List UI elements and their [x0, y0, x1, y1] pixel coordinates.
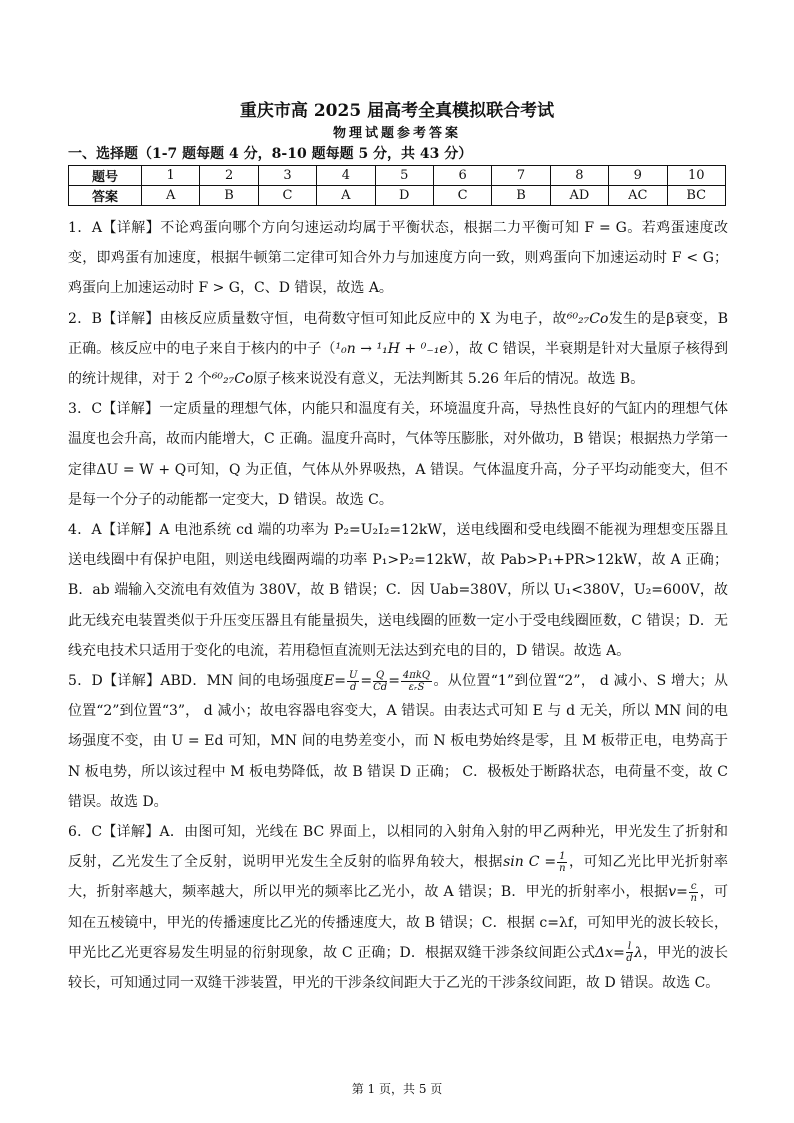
denominator: n: [690, 892, 697, 904]
denominator: d: [626, 953, 633, 965]
section-heading: 一、选择题（1-7 题每题 4 分，8-10 题每题 5 分，共 43 分）: [68, 146, 473, 162]
fraction: [626, 941, 633, 964]
table-cell: 9: [609, 166, 667, 186]
table-cell: 10: [667, 166, 725, 186]
denominator: Cd: [373, 681, 388, 693]
fraction: [557, 851, 567, 874]
text: ，甲光的波长较长，可知通过同一双缝干涉装置，甲光的干涉条纹间距大于乙光的干涉条纹间距，故 D 错误。故选 C。: [68, 944, 728, 992]
table-cell: A: [142, 186, 200, 206]
fraction: [689, 881, 699, 904]
table-row: [69, 166, 726, 186]
fraction: [347, 670, 359, 693]
table-cell: 7: [492, 166, 550, 186]
table-cell: AC: [609, 186, 667, 206]
table-cell: 4: [317, 166, 375, 186]
table-cell: B: [492, 186, 550, 206]
page-footer: 第 1 页，共 5 页: [351, 1082, 443, 1096]
formula-dx: Δx=: [595, 944, 625, 961]
denominator: d: [349, 681, 357, 693]
table-cell: 2: [200, 166, 258, 186]
numerator: Q: [373, 670, 387, 682]
table-cell: 3: [258, 166, 316, 186]
formula-v: v=: [668, 884, 688, 901]
table-cell: 5: [375, 166, 433, 186]
numerator: U: [348, 669, 358, 681]
table-header-cell: 题号: [69, 166, 142, 186]
denominator: n: [559, 862, 566, 874]
explanation-q4: 4．A【详解】A 电池系统 cd 端的功率为 P₂=U₂I₂=12kW，送电线圈和受电线圈不能视为理想变压器且送电线圈中有保护电阻，则送电线圈两端的功率 P₁>P₂=12kW，故 Pab>P₁+PR>12kW，故 A 正确；B．ab 端输入交流电有效值为 380V，故 B 错误；C．因 Uab=380V，所以 U₁<380V，U₂=600V，故此无线充电装置类似于升压变压器且有能量损失，送电线圈的匝数一定小于受电线圈匝数，C 错误；D．无线充电技术只适用于变化的电流，若用稳恒直流则无法达到充电的目的，D 错误。故选 A。: [68, 522, 728, 659]
table-header-cell: 答案: [69, 186, 142, 206]
explanation-q6: [68, 817, 728, 998]
numerator: c: [690, 880, 697, 892]
table-cell: A: [317, 186, 375, 206]
formula-co60: ⁶⁰₂₇Co: [566, 310, 609, 327]
text: 5．D【详解】ABD．MN 间的电场强度: [68, 673, 324, 690]
table-cell: D: [375, 186, 433, 206]
text: 发生的是β衰变，B 正确。核反应中的电子来自于核内的中子（: [68, 310, 728, 357]
explanations: [68, 213, 728, 998]
text: 6．C【详解】A．由图可知，光线在 BC 界面上，以相同的入射角入射的甲乙两种光，甲光发生了折射和反射，乙光发生了全反射，说明甲光发生全反射的临界角较大，根据: [68, 824, 728, 871]
text: ，可知在五棱镜中，甲光的传播速度比乙光的传播速度大，故 B 错误；C．根据 c=λf，可知甲光的波长较长，甲光比乙光更容易发生明显的衍射现象，故 C 正确；D．根据双缝干涉条纹间距公式: [68, 884, 729, 961]
formula-lambda: λ: [634, 944, 643, 961]
explanation-q2: [68, 304, 728, 395]
table-cell: 6: [433, 166, 491, 186]
numerator: 4πkQ: [402, 669, 431, 681]
text: 2．B【详解】由核反应质量数守恒，电荷数守恒可知此反应中的 X 为电子，故: [68, 310, 567, 327]
formula-field-prefix: E=: [324, 673, 346, 690]
numerator: l: [627, 941, 632, 953]
table-row: [69, 186, 726, 206]
text: 原子核来说没有意义，无法判断其 5.26 年后的情况。故选 B。: [253, 371, 645, 388]
fraction: [373, 670, 387, 693]
table-cell: BC: [667, 186, 725, 206]
answer-table: [68, 165, 726, 206]
explanation-q3: 3．C【详解】一定质量的理想气体，内能只和温度有关，环境温度升高，导热性良好的气缸内的理想气体温度也会升高，故而内能增大，C 正确。温度升高时，气体等压膨胀，对外做功，B 错误；根据热力学第一定律ΔU = W + Q可知，Q 为正值，气体从外界吸热，A 错误。气体温度升高，分子平均动能变大，但不是每一个分子的动能都一定变大，D 错误。故选 C。: [68, 401, 728, 508]
formula-sinc: sin C =: [503, 854, 557, 871]
page-title: 重庆市高 2025 届高考全真模拟联合考试: [239, 101, 555, 121]
numerator: 1: [559, 850, 566, 862]
text: 。从位置“1”到位置“2”， d 减小、S 增大；从位置“2”到位置“3”， d 减小；故电容器电容变大，A 错误。由表达式可知 E 与 d 无关，所以 MN 间的电场强度不变，由 U = Ed 可知，MN 间的电势差变小，而 N 板电势始终是零，且 M 板带正电，电势高于 N 板电势，所以该过程中 M 板电势降低，故 B 错误 D 正确； C．极板处于断路状态，电荷量不变，故 C 错误。故选 D。: [68, 673, 728, 810]
fraction: [401, 670, 432, 693]
formula-co60: ⁶⁰₂₇Co: [211, 371, 254, 388]
denominator: εᵣS: [408, 681, 425, 693]
page-subtitle: 物理试题参考答案: [332, 126, 461, 141]
table-cell: AD: [550, 186, 608, 206]
text: ，可知乙光比甲光折射率大，折射率越大，频率越大，所以甲光的频率比乙光小，故 A 错误；B．甲光的折射率小，根据: [68, 854, 729, 901]
table-cell: 1: [142, 166, 200, 186]
table-cell: B: [200, 186, 258, 206]
text: ），故 C 错误，半衰期是针对大量原子核得到的统计规律，对于 2 个: [68, 340, 728, 388]
table-cell: C: [433, 186, 491, 206]
explanation-q5: 5．D【详解】ABD．MN 间的电场强度E= $\frac{U}{d}$ = $\frac{Q}{Cd}$ = $\frac{\text{4πkQ}}{\text{εᵣS}}$ 。从位置“1”到位置“2”， d 减小、S 增大；从位置“2”到位置“3”， d 减小；故电容器电容变大，A 错误。由表达式可知 E 与 d 无关，所以 MN 间的电场强度不变，由 U = Ed 可知，MN 间的电势差变小，而 N 板电势始终是零，且 M 板带正电，电势高于 N 板电势，所以该过程中 M 板电势降低，故 B 错误 D 正确； C．极板处于断路状态，电荷量不变，故 C 错误。故选 D。: [68, 669, 728, 810]
table-cell: 8: [550, 166, 608, 186]
explanation-q1: 1．A【详解】不论鸡蛋向哪个方向匀速运动均属于平衡状态，根据二力平衡可知 F = G。若鸡蛋速度改变，即鸡蛋有加速度，根据牛顿第二定律可知合外力与加速度方向一致，则鸡蛋向下加速运动时 F < G；鸡蛋向上加速运动时 F > G，C、D 错误，故选 A。: [68, 220, 728, 297]
table-cell: C: [258, 186, 316, 206]
formula-neutron-decay: ¹₀n → ¹₁H + ⁰₋₁e: [335, 340, 448, 357]
